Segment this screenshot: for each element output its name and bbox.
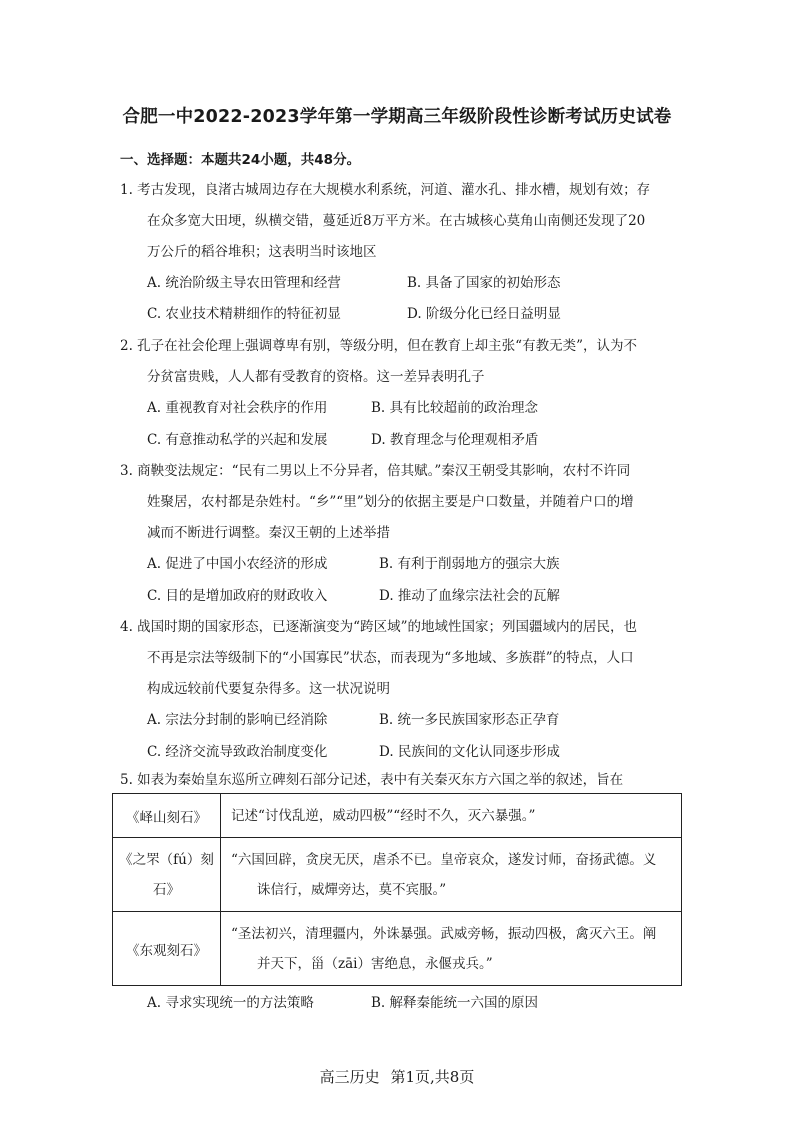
- table-cell-text: [221, 912, 682, 986]
- table-cell-name-line: 石》: [153, 881, 180, 898]
- table-cell-name: 《峄山刻石》: [113, 794, 221, 838]
- question-1-option-c: C. 农业技术精耕细作的特征初显: [147, 306, 341, 322]
- question-4-option-b: B. 统一多民族国家形态正孕育: [379, 712, 560, 728]
- question-3-option-b: B. 有利于削弱地方的强宗大族: [379, 556, 560, 572]
- question-3-line-3: 减而不断进行调整。秦汉王朝的上述举措: [147, 525, 390, 541]
- question-1-option-d: D. 阶级分化已经日益明显: [407, 306, 561, 322]
- question-4-line-1: 4. 战国时期的国家形态，已逐渐演变为“跨区域”的地域性国家；列国疆域内的居民，也: [120, 619, 637, 635]
- table-cell-text: [221, 838, 682, 912]
- question-2-line-1: 2. 孔子在社会伦理上强调尊卑有别，等级分明，但在教育上却主张“有教无类”，认为不: [120, 338, 637, 354]
- table-cell-text-line: “圣法初兴，清理疆内，外诛暴强。武威旁畅，振动四极，禽灭六王。阐: [231, 925, 657, 942]
- table-cell-text-line: 记述“讨伐乱逆，威动四极”“经时不久，灭六暴强。”: [231, 807, 536, 824]
- question-1-line-3: 万公斤的稻谷堆积；这表明当时该地区: [147, 244, 377, 260]
- table-cell-name: 《东观刻石》: [113, 912, 221, 986]
- table-cell-name-line: 《之罘（fú）刻: [119, 851, 214, 868]
- question-3-option-d: D. 推动了血缘宗法社会的瓦解: [379, 588, 560, 604]
- question-4-option-c: C. 经济交流导致政治制度变化: [147, 744, 328, 760]
- question-4-option-a: A. 宗法分封制的影响已经消除: [147, 712, 328, 728]
- section-heading: 一、选择题：本题共24小题，共48分。: [120, 152, 361, 168]
- question-1-option-a: A. 统治阶级主导农田管理和经营: [147, 275, 341, 291]
- question-2-option-a: A. 重视教育对社会秩序的作用: [147, 400, 328, 416]
- table-cell-text-line: 并天下，甾（zāi）害绝息，永偃戎兵。”: [257, 955, 493, 972]
- question-2-option-d: D. 教育理念与伦理观相矛盾: [371, 432, 539, 448]
- question-4-line-3: 构成远较前代要复杂得多。这一状况说明: [147, 681, 390, 697]
- question-3-line-2: 姓聚居，农村都是杂姓村。“乡”“里”划分的依据主要是户口数量，并随着户口的增: [147, 494, 634, 510]
- table-cell-text-line: “六国回辟，贪戾无厌，虐杀不已。皇帝哀众，遂发讨师，奋扬武德。义: [231, 851, 657, 868]
- question-1-option-b: B. 具备了国家的初始形态: [407, 275, 561, 291]
- question-4-line-2: 不再是宗法等级制下的“小国寡民”状态，而表现为“多地域、多族群”的特点，人口: [147, 650, 634, 666]
- question-5-option-a: A. 寻求实现统一的方法策略: [147, 995, 314, 1011]
- table-cell-text-line: 诛信行，威燀旁达，莫不宾服。”: [257, 881, 447, 898]
- question-3-option-a: A. 促进了中国小农经济的形成: [147, 556, 328, 572]
- inscription-table: [112, 793, 682, 986]
- table-cell-text: [221, 794, 682, 838]
- question-1-line-1: 1. 考古发现，良渚古城周边存在大规模水利系统，河道、灌水孔、排水槽，规划有效；存: [120, 182, 651, 198]
- exam-title: 合肥一中2022-2023学年第一学期高三年级阶段性诊断考试历史试卷: [122, 107, 672, 127]
- footer-page-number: 第1页,共8页: [390, 1068, 475, 1086]
- question-5-line-1: 5. 如表为秦始皇东巡所立碑刻石部分记述，表中有关秦灭东方六国之举的叙述，旨在: [120, 772, 624, 788]
- question-3-option-c: C. 目的是增加政府的财政收入: [147, 588, 328, 604]
- table-row: [113, 838, 682, 912]
- question-3-line-1: 3. 商鞅变法规定：“民有二男以上不分异者，倍其赋。”秦汉王朝受其影响，农村不许同: [120, 463, 631, 479]
- footer-subject: 高三历史: [319, 1068, 380, 1086]
- question-2-line-2: 分贫富贵贱，人人都有受教育的资格。这一差异表明孔子: [147, 369, 485, 385]
- page-footer: [0, 1066, 794, 1087]
- question-4-option-d: D. 民族间的文化认同逐步形成: [379, 744, 560, 760]
- question-1-line-2: 在众多宽大田埂，纵横交错，蔓延近8万平方米。在古城核心莫角山南侧还发现了20: [147, 213, 646, 229]
- question-5-option-b: B. 解释秦能统一六国的原因: [371, 995, 539, 1011]
- table-row: [113, 912, 682, 986]
- question-2-option-c: C. 有意推动私学的兴起和发展: [147, 432, 328, 448]
- table-row: [113, 794, 682, 838]
- question-2-option-b: B. 具有比较超前的政治理念: [371, 400, 539, 416]
- table-cell-name: [113, 838, 221, 912]
